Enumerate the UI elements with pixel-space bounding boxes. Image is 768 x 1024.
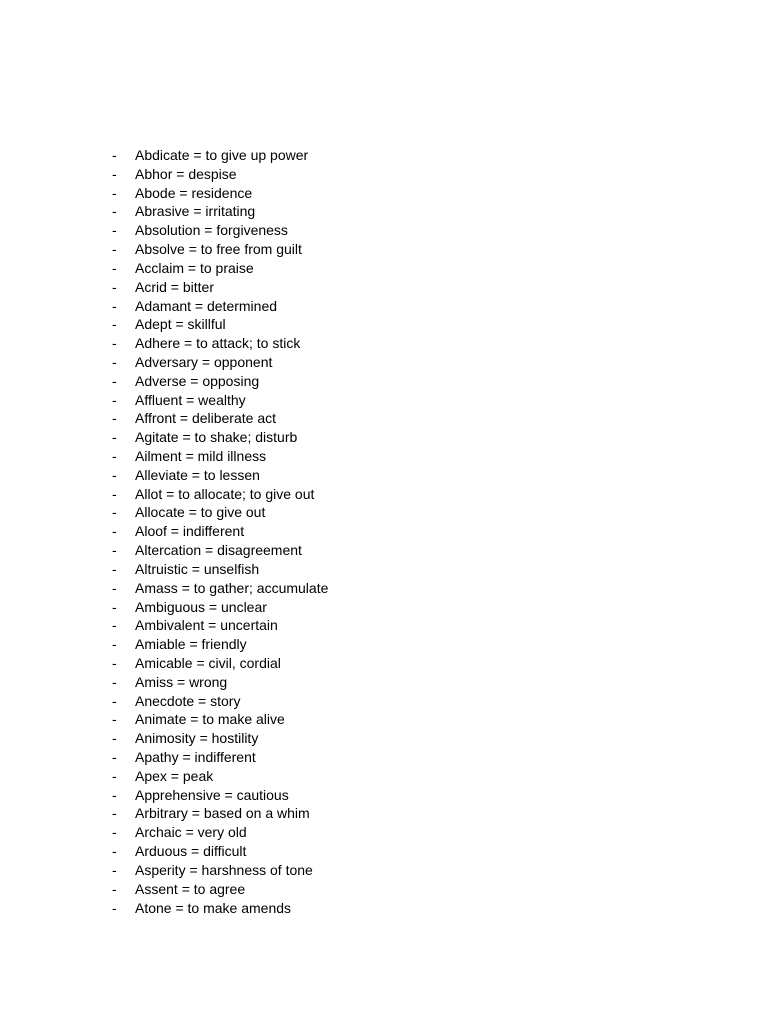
vocabulary-entry: Amiss = wrong — [135, 673, 228, 690]
list-bullet: - — [112, 184, 117, 201]
vocabulary-entry: Adhere = to attack; to stick — [135, 335, 301, 352]
list-bullet: - — [112, 165, 117, 182]
vocabulary-entry: Ailment = mild illness — [135, 448, 267, 464]
list-bullet: - — [112, 372, 117, 389]
vocabulary-entry: Abrasive = irritating — [135, 203, 256, 220]
vocabulary-entry: Altercation = disagreement — [135, 542, 302, 559]
vocabulary-entry: Amicable = civil, cordial — [135, 654, 281, 671]
vocabulary-entry: Anecdote = story — [135, 692, 241, 709]
list-bullet: - — [112, 335, 117, 352]
vocabulary-entry: Affront = deliberate act — [135, 410, 276, 427]
list-bullet: - — [112, 749, 117, 765]
list-bullet: - — [112, 880, 117, 897]
vocabulary-entry: Adversary = opponent — [135, 353, 273, 370]
list-bullet: - — [112, 861, 117, 878]
list-bullet: - — [112, 222, 117, 239]
list-bullet: - — [112, 147, 117, 163]
vocabulary-entry: Animate = to make alive — [135, 711, 285, 728]
vocabulary-entry: Animosity = hostility — [135, 730, 259, 747]
list-bullet: - — [112, 711, 117, 728]
list-bullet: - — [112, 259, 117, 276]
list-bullet: - — [112, 391, 117, 408]
list-bullet: - — [112, 636, 117, 653]
vocabulary-entry: Agitate = to shake; disturb — [135, 429, 298, 446]
list-bullet: - — [112, 654, 117, 671]
list-bullet: - — [112, 805, 117, 822]
vocabulary-entry: Absolution = forgiveness — [135, 222, 288, 239]
vocabulary-entry: Allot = to allocate; to give out — [135, 485, 315, 502]
list-bullet: - — [112, 353, 117, 370]
vocabulary-entry: Arbitrary = based on a whim — [135, 805, 310, 822]
vocabulary-entry: Acclaim = to praise — [135, 259, 254, 276]
list-bullet: - — [112, 899, 117, 916]
vocabulary-entry: Affluent = wealthy — [135, 391, 246, 408]
list-bullet: - — [112, 448, 117, 464]
vocabulary-entry: Archaic = very old — [135, 824, 247, 841]
vocabulary-entry: Abhor = despise — [135, 165, 237, 182]
list-bullet: - — [112, 504, 117, 521]
vocabulary-entry: Arduous = difficult — [135, 843, 247, 860]
list-bullet: - — [112, 542, 117, 559]
list-bullet: - — [112, 843, 117, 860]
list-bullet: - — [112, 673, 117, 690]
vocabulary-entry: Alleviate = to lessen — [135, 466, 260, 483]
vocabulary-entry: Absolve = to free from guilt — [135, 241, 302, 258]
list-bullet: - — [112, 241, 117, 258]
list-bullet: - — [112, 786, 117, 803]
vocabulary-entry: Adept = skillful — [135, 316, 226, 333]
vocabulary-entry: Amass = to gather; accumulate — [135, 579, 329, 596]
vocabulary-entry: Allocate = to give out — [135, 504, 266, 521]
list-bullet: - — [112, 203, 117, 220]
list-bullet: - — [112, 767, 117, 784]
vocabulary-entry: Aloof = indifferent — [135, 523, 245, 540]
vocabulary-entry: Apex = peak — [135, 767, 214, 784]
vocabulary-entry: Amiable = friendly — [135, 636, 247, 653]
list-bullet: - — [112, 429, 117, 446]
vocabulary-entry: Acrid = bitter — [135, 278, 214, 295]
vocabulary-entry: Adverse = opposing — [135, 372, 260, 389]
list-bullet: - — [112, 598, 117, 615]
vocabulary-entry: Apprehensive = cautious — [135, 786, 289, 803]
list-bullet: - — [112, 466, 117, 483]
list-bullet: - — [112, 410, 117, 427]
vocabulary-entry: Assent = to agree — [135, 880, 246, 897]
vocabulary-entry: Ambivalent = uncertain — [135, 617, 278, 634]
vocabulary-entry: Abdicate = to give up power — [135, 147, 309, 163]
vocabulary-entry: Asperity = harshness of tone — [135, 861, 313, 878]
vocabulary-entry: Altruistic = unselfish — [135, 560, 260, 577]
list-bullet: - — [112, 579, 117, 596]
vocabulary-entry: Adamant = determined — [135, 297, 278, 314]
list-bullet: - — [112, 485, 117, 502]
list-bullet: - — [112, 692, 117, 709]
vocabulary-entry: Atone = to make amends — [135, 899, 292, 916]
list-bullet: - — [112, 278, 117, 295]
list-bullet: - — [112, 730, 117, 747]
list-bullet: - — [112, 316, 117, 333]
vocabulary-entry: Abode = residence — [135, 184, 253, 201]
list-bullet: - — [112, 523, 117, 540]
list-bullet: - — [112, 824, 117, 841]
list-bullet: - — [112, 560, 117, 577]
list-bullet: - — [112, 617, 117, 634]
list-bullet: - — [112, 297, 117, 314]
vocabulary-entry: Apathy = indifferent — [135, 749, 256, 765]
vocabulary-entry: Ambiguous = unclear — [135, 598, 267, 615]
